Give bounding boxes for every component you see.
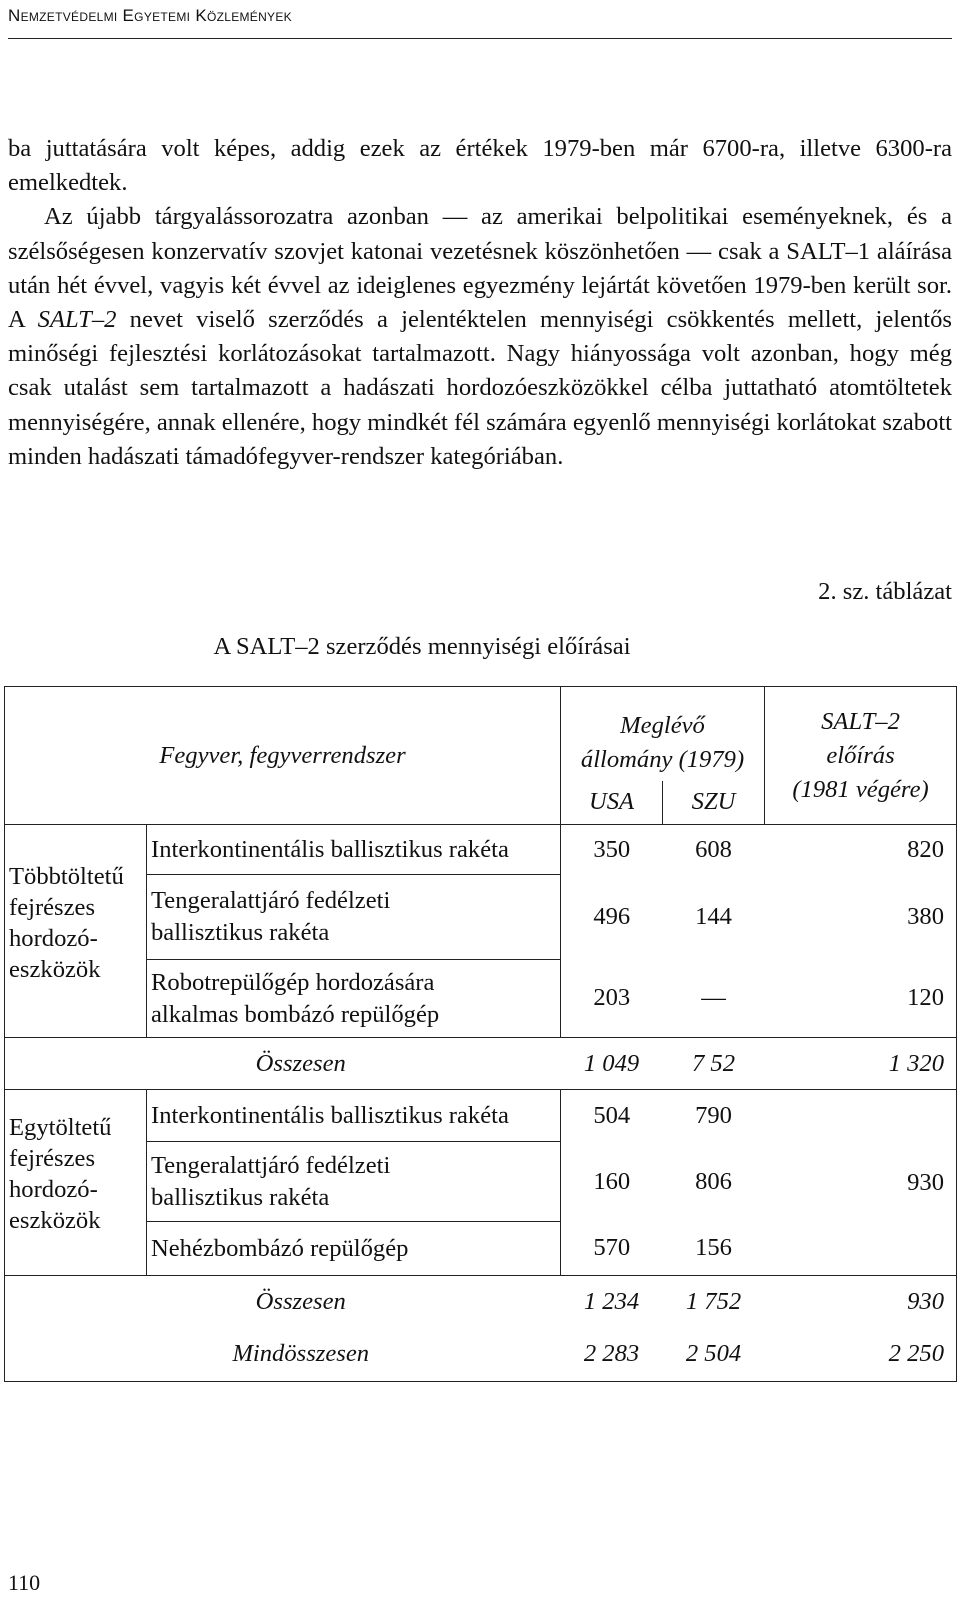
g1-row1-weapon: Interkontinentális ballisztikus rakéta bbox=[147, 825, 561, 875]
group1-label-line-2: fejrészes bbox=[9, 894, 96, 921]
g2-row2-weapon bbox=[147, 1142, 561, 1222]
group1-label-line-3: hordozó- bbox=[9, 925, 98, 952]
g1-row1-usa: 350 bbox=[593, 835, 631, 863]
head-weapon-text: Fegyver, fegyverrendszer bbox=[159, 741, 406, 769]
table-title bbox=[0, 633, 960, 661]
paragraph-2-part-b: nevet viselő szerződés a jelentéktelen mennyiségi csökkentés mellett, jelentős minőségi fejlesztési korlátozásokat tartalmazott. Nagy hiányossága volt azonban, hogy még csak utalást sem tartalmazott a hadászati hordozóeszközökkel célba juttatható atomtöltetek mennyiségére, annak ellenére, hogy mindkét fél számára egyenlő mennyiségi korlátokat szabott minden hadászati támadófegyver-rendszer kategóriában. bbox=[8, 306, 952, 470]
g1-row2-weapon-line-1: Tengeralattjáró fedélzeti bbox=[151, 887, 391, 914]
grand-total-usa: 2 283 bbox=[561, 1328, 663, 1382]
g1-total-salt: 1 320 bbox=[765, 1038, 957, 1090]
g2-row3-weapon: Nehézbombázó repülőgép bbox=[147, 1222, 561, 1276]
group2-label-line-2: fejrészes bbox=[9, 1145, 96, 1172]
grand-total-label-text: Mindösszesen bbox=[232, 1340, 370, 1368]
table-row bbox=[5, 875, 957, 960]
running-header: Nemzetvédelmi Egyetemi Közlemények bbox=[8, 6, 292, 25]
g1-row2-weapon bbox=[147, 875, 561, 960]
g1-total-label-text: Összesen bbox=[255, 1049, 346, 1077]
table-row bbox=[5, 960, 957, 1038]
g2-total-label bbox=[5, 1276, 561, 1328]
salt2-table bbox=[4, 686, 957, 1382]
g1-row3-weapon-line-2: alkalmas bombázó repülőgép bbox=[151, 1000, 440, 1028]
g1-row1-salt: 820 bbox=[765, 825, 957, 875]
head-weapon bbox=[5, 687, 561, 825]
group2-label-line-4: eszközök bbox=[9, 1207, 101, 1234]
g2-row2-weapon-line-1: Tengeralattjáró fedélzeti bbox=[151, 1151, 391, 1179]
group1-label-line-1: Többtöltetű bbox=[9, 863, 124, 890]
g1-row3-weapon-line-1: Robotrepülőgép hordozására bbox=[151, 968, 435, 996]
g1-row3-salt: 120 bbox=[765, 960, 957, 1038]
g1-total-label bbox=[5, 1038, 561, 1090]
head-salt-line-2: előírás bbox=[826, 741, 895, 769]
head-salt-line-3: (1981 végére) bbox=[792, 775, 929, 803]
g1-row2-salt: 380 bbox=[765, 875, 957, 960]
g2-row1-weapon: Interkontinentális ballisztikus rakéta bbox=[147, 1090, 561, 1142]
g1-row1-szu: 608 bbox=[695, 835, 732, 863]
g2-total-label-text: Összesen bbox=[255, 1287, 346, 1315]
body-text bbox=[8, 132, 952, 474]
head-stock-line-1: Meglévő bbox=[620, 711, 705, 739]
head-stock-line-2: állomány (1979) bbox=[580, 745, 745, 773]
g2-total-szu: 1 752 bbox=[685, 1287, 742, 1315]
page-number: 110 bbox=[8, 1570, 41, 1595]
g2-total-salt: 930 bbox=[765, 1276, 957, 1328]
g1-total-szu: 7 52 bbox=[663, 1038, 765, 1090]
g1-total-usa: 1 049 bbox=[561, 1038, 663, 1090]
g2-total-usa: 1 234 bbox=[583, 1287, 640, 1315]
g2-row2-szu: 806 bbox=[695, 1167, 732, 1195]
grand-total-szu: 2 504 bbox=[663, 1328, 765, 1382]
table-grand-total-row bbox=[5, 1328, 957, 1382]
g1-row2-szu: 144 bbox=[695, 903, 732, 930]
table-head-row-1 bbox=[5, 687, 957, 781]
head-szu: SZU bbox=[663, 781, 765, 825]
g1-row2-usa: 496 bbox=[593, 903, 631, 930]
head-salt-line-1: SALT–2 bbox=[821, 707, 900, 735]
g2-salt: 930 bbox=[765, 1090, 957, 1276]
group1-label bbox=[5, 825, 147, 1038]
table-title-text: A SALT–2 szerződés mennyiségi előírásai bbox=[213, 633, 631, 660]
salt2-term: SALT–2 bbox=[37, 306, 117, 334]
head-stock bbox=[561, 687, 765, 781]
g1-row3-usa: 203 bbox=[561, 960, 663, 1038]
g2-row2-usa: 160 bbox=[593, 1167, 631, 1195]
table-row bbox=[5, 825, 957, 875]
header-rule bbox=[8, 38, 952, 39]
g1-row2-weapon-line-2: ballisztikus rakéta bbox=[151, 919, 330, 946]
group2-label bbox=[5, 1090, 147, 1276]
group2-label-line-3: hordozó- bbox=[9, 1176, 98, 1203]
grand-total-label bbox=[5, 1328, 561, 1382]
table-label: 2. sz. táblázat bbox=[818, 578, 952, 605]
g2-row1-usa: 504 bbox=[593, 1101, 631, 1129]
head-usa: USA bbox=[561, 781, 663, 825]
table-row bbox=[5, 1090, 957, 1142]
table-total-row bbox=[5, 1038, 957, 1090]
table-total-row bbox=[5, 1276, 957, 1328]
g1-row3-weapon bbox=[147, 960, 561, 1038]
g2-row1-szu: 790 bbox=[695, 1101, 732, 1129]
paragraph-1: ba juttatására volt képes, addig ezek az értékek 1979-ben már 6700-ra, illetve 6300-ra emelkedtek. bbox=[8, 135, 952, 197]
group1-label-line-4: eszközök bbox=[9, 956, 101, 983]
g1-row3-szu: — bbox=[663, 960, 765, 1038]
group2-label-line-1: Egytöltetű bbox=[9, 1114, 112, 1141]
paragraph-2 bbox=[8, 200, 952, 474]
g2-row3-usa: 570 bbox=[561, 1222, 663, 1276]
g2-row3-szu: 156 bbox=[663, 1222, 765, 1276]
head-salt bbox=[765, 687, 957, 825]
grand-total-salt: 2 250 bbox=[765, 1328, 957, 1382]
g2-row2-weapon-line-2: ballisztikus rakéta bbox=[151, 1183, 330, 1211]
paragraph-2-part-a: Az újabb tárgyalássorozatra azonban — az amerikai belpolitikai eseményeknek, és a szélsőségesen konzervatív szovjet katonai vezetésnek köszönhetően — csak a SALT–1 aláírása után hét évvel, vagyis két évvel az ideiglenes egyezmény lejártát követően 1979-ben került sor. A bbox=[8, 203, 952, 334]
